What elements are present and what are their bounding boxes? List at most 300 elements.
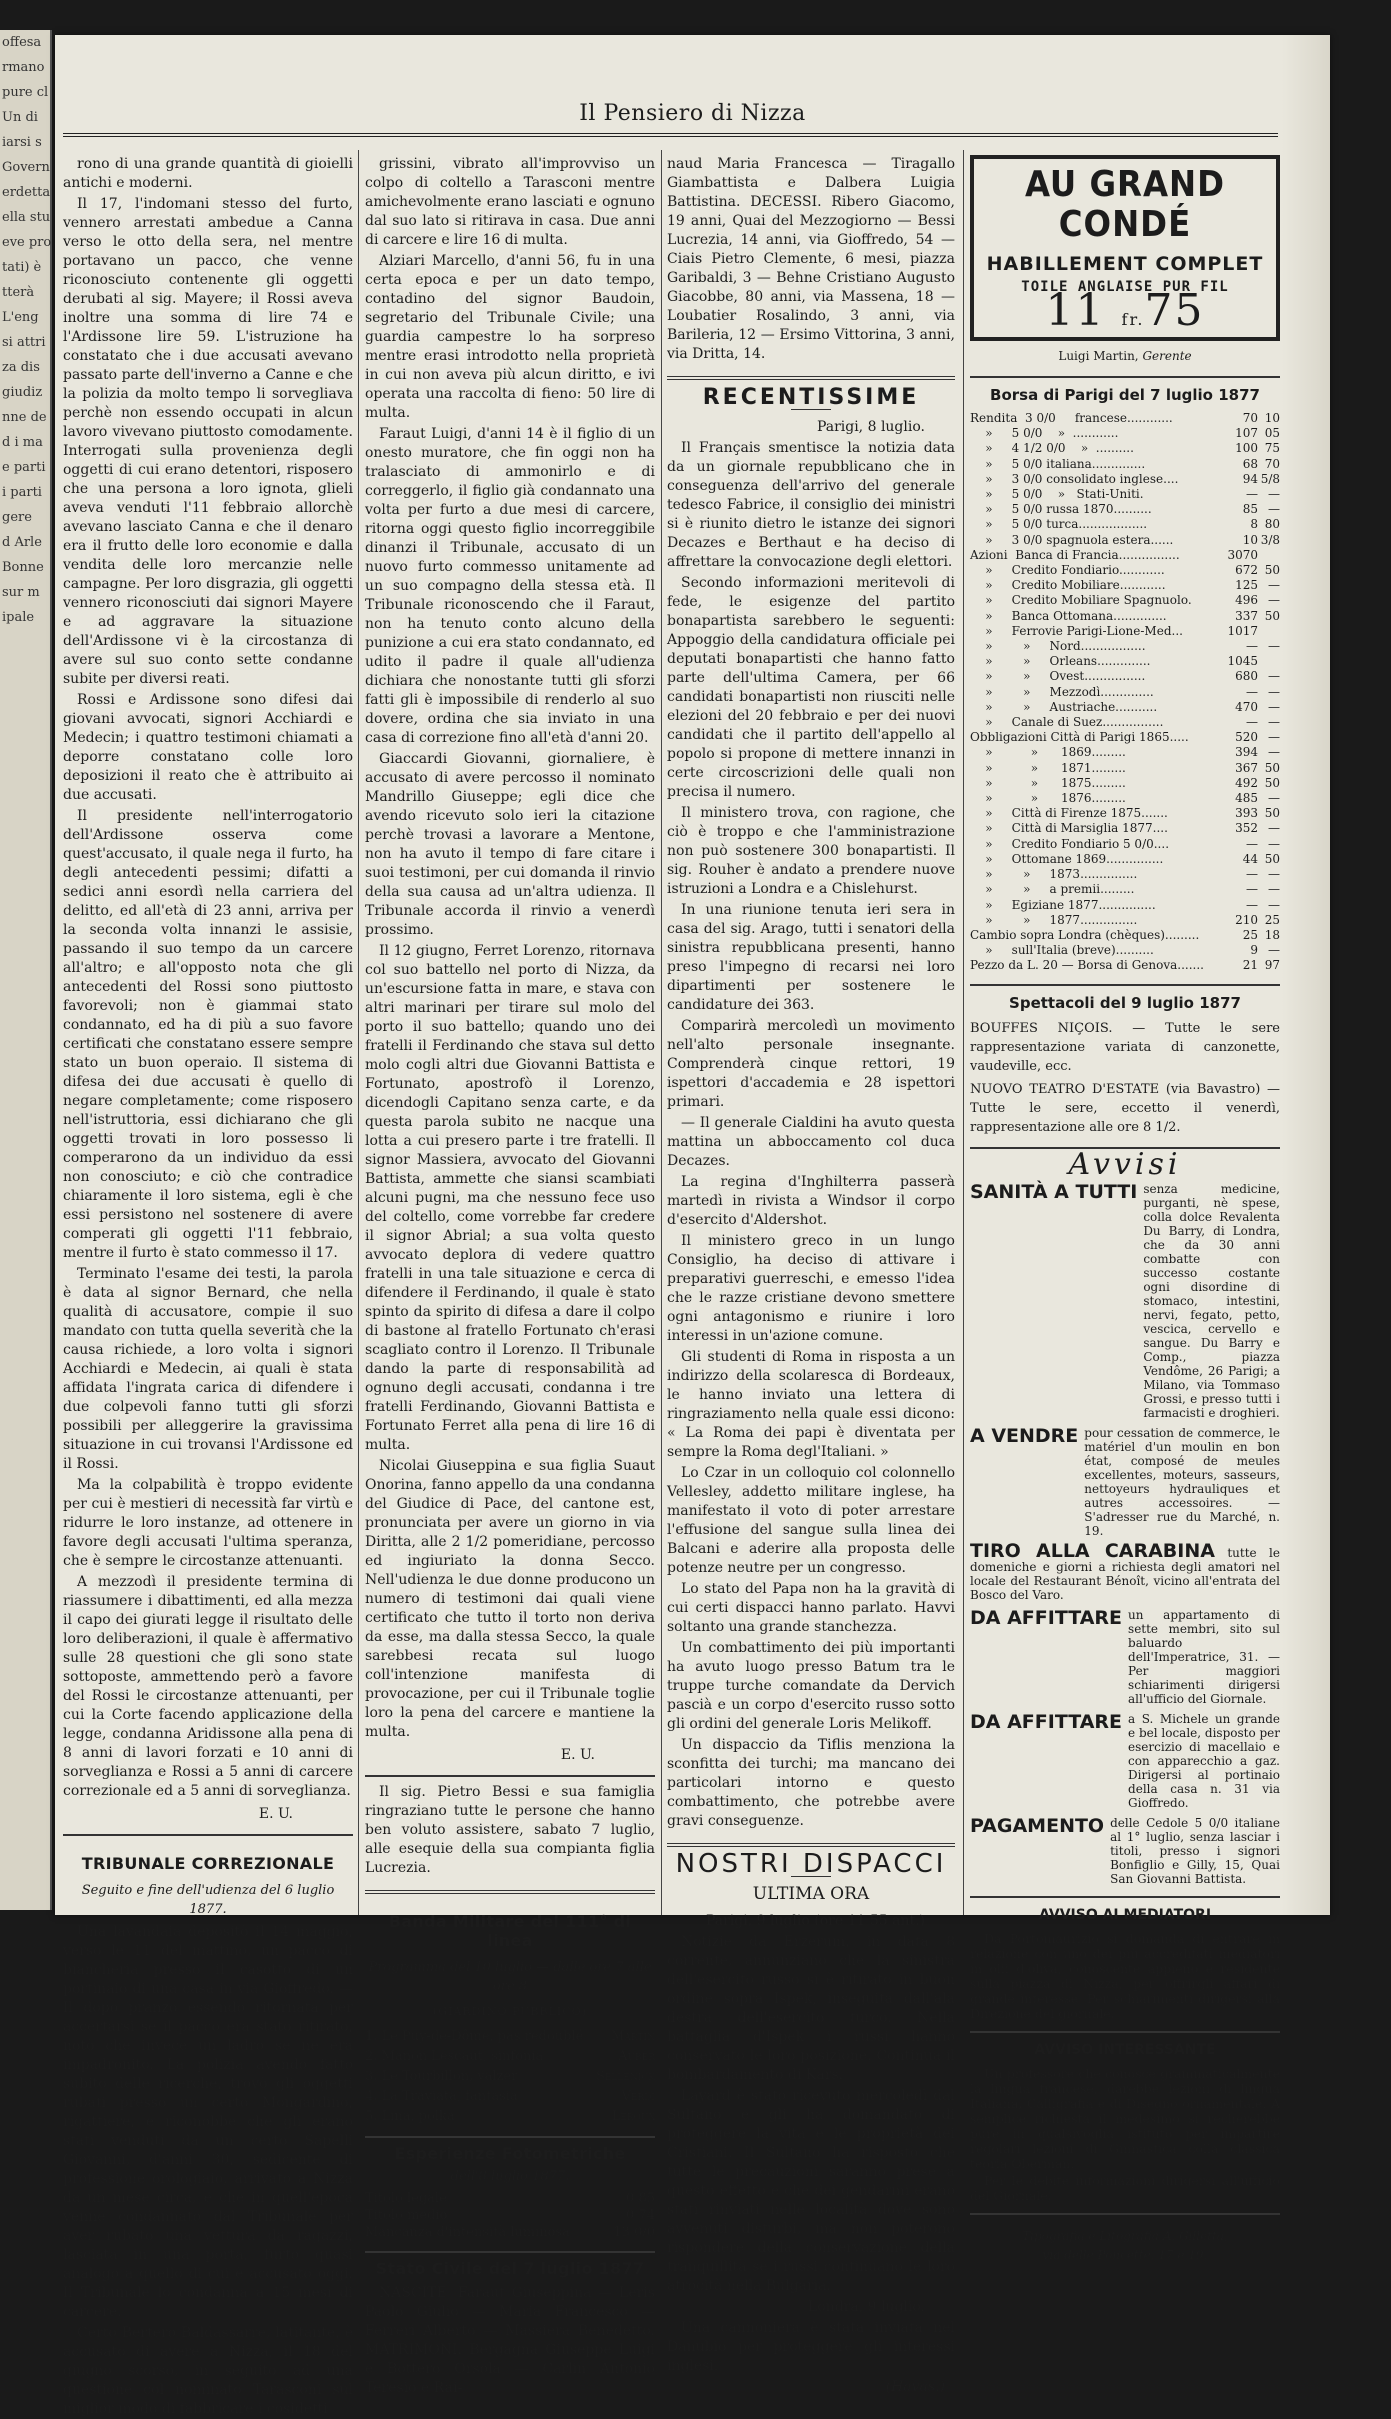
interessante-heading: AVVISO INTERESSANTE: [1034, 2041, 1216, 2058]
borsa-row: [970, 958, 1280, 973]
price-whole: 11: [1045, 285, 1106, 336]
prev-page-fragment: gere: [2, 510, 32, 525]
borsa-value-fraction: 97: [1264, 958, 1280, 973]
borsa-row: [970, 898, 1280, 913]
prev-page-fragment: d i ma: [2, 435, 43, 450]
banda-program: [365, 2027, 655, 2126]
borsa-label: » 3 0/0 consolidato inglese....: [970, 471, 1179, 486]
borsa-value-fraction: —: [1268, 943, 1280, 958]
dispacci-article: [667, 1933, 955, 2296]
program-item: [365, 2107, 655, 2126]
borsa-label: » 5 0/0 russa 1870..........: [970, 502, 1152, 517]
borsa-value-main: 100: [1235, 441, 1258, 456]
borsa-value-main: 70: [1242, 411, 1258, 425]
borsa-value-main: —: [1246, 867, 1258, 882]
prev-page-fragment: Govern: [2, 160, 50, 175]
paragraph: Certo Bertero Baldassarre, latitante, è accusato di avere a Nizza, il 18 del giugno scorso, in seguito ad una questione col nominato Tarasconi sul miglior modo di fabbricare i cosidetti: [63, 2325, 353, 2417]
printer-line-1: Tipografia e Litografia A. Gilletta,: [1022, 2228, 1228, 2243]
ad-lead: A VENDRE: [970, 1424, 1079, 1447]
spettacoli-list: [970, 1019, 1280, 1137]
prev-page-fragment: tterà: [2, 285, 35, 300]
program-piece: 3. Le Tourbillon, valzer: [365, 2069, 518, 2084]
paragraph: In una riunione tenuta ieri sera in casa del sig. Arago, tutti i senatori della sinistra repubblicana presenti, hanno preso l'impegno di recarsi nei loro dipartimenti per sostenere le candidature dei 363.: [667, 902, 955, 1013]
borsa-label: » Egiziane 1877...............: [970, 897, 1156, 912]
column-divider: [358, 150, 359, 1915]
foto-label: Titolo medio: [365, 2208, 448, 2223]
paragraph: Il ministero greco in un lungo Consiglio, ha deciso di attivare i preparativi guerreschi, e emesso l'idea che le razze cristiane devono smettere ogni antagonismo e riunire i loro interessi in un'azione comune.: [667, 1233, 955, 1344]
ad-body: pour cessation de commerce, le matériel d'un moulin en bon état, composé de meules excellentes, moteurs, sasseurs, nettoyeurs hydrauliques et autres accessoires. — S'adresser rue du Marché, n. 19.: [1084, 1425, 1280, 1538]
program-author: Auber: [618, 2049, 655, 2064]
borsa-value-fraction: —: [1268, 639, 1280, 654]
paragraph: La regina d'Inghilterra passerà martedì in rivista a Windsor il corpo d'esercito d'Aldershot.: [667, 1174, 955, 1228]
section-rule: [970, 984, 1280, 986]
paragraph: Il ministero trova, con ragione, che ciò è troppo e che l'amministrazione non può sostenere 300 bonapartisti. Il sig. Rouher è andato a prendere nuove istruzioni a Londra e a Chislehurst.: [667, 805, 955, 897]
prev-page-fragment: offesa: [2, 35, 42, 50]
borsa-value-main: 107: [1235, 426, 1258, 441]
ultima-ora-heading: ULTIMA ORA: [752, 1884, 870, 1904]
borsa-value-main: 337: [1235, 608, 1258, 623]
borsa-value-fraction: [1258, 548, 1280, 563]
program-item: [365, 2027, 655, 2046]
price-currency: fr.: [1121, 310, 1145, 329]
borsa-label: Rendita 3 0/0 francese............: [970, 411, 1173, 425]
page-shadow: [1282, 35, 1330, 1915]
borsa-value-fraction: —: [1268, 487, 1280, 502]
paragraph: Layard è stato ricevuto mercoledì dal Sultano e gli ha domandato di proteggere la vita e le proprietà dei Cristiani. Il Sultano ha risposto che tutte le precauzioni saranno prese a questo effetto e che dei gendarmi erano stati rinviati nelle località dove sono avvenuti disturbi, ma non poterono rispondere della conservazione della tranquillità se i russi continuano le loro atrocità nella Bulgaria.: [667, 2088, 955, 2294]
borsa-label: Obbligazioni Città di Parigi 1865.....: [970, 730, 1189, 745]
ad-lead: PAGAMENTO: [970, 1814, 1105, 1837]
borsa-row: [970, 669, 1280, 684]
borsa-value-main: —: [1246, 684, 1258, 699]
prev-page-fragment: za dis: [2, 360, 40, 375]
ad-body: delle Cedole 5 0/0 italiane al 1° luglio, senza lasciar i titoli, presso i signori Bonfiglio e Gilly, 15, Quai San Giovanni Battista.: [1110, 1815, 1280, 1886]
borsa-value-main: 672: [1235, 563, 1258, 578]
borsa-value-fraction: 50: [1264, 760, 1280, 775]
borsa-label: » 5 0/0 » ............: [970, 426, 1119, 441]
foto-row: [365, 2207, 655, 2224]
paragraph: Una lavandaia depositò il 14 maggio, verso le 11 del mattino, un pacco di biancheria presso il casotto di un portinaio di una casa in via Gioffredo. — Il dopo pranzo essendo ritornata per accertarsi se il pacco era stato ritirato, notò che invece un ladro se ne era impadronito. La polizia avendo fatto subito delle ricerche, trovò gli oggetti rubati presso un certo Mongardino, rigattiere, e riconobbe che gli erano stati venduti da un certo Sapelli Giovanni, d'anni 30, sedicente di professione orologiaio, arrivato a Nizza da un mese circa, e che in quell'epoca venne condannato dal Tribunale per aver rubato una vettura da ragazzi, lasciata in una porta, furto quasi analogo a quello di cui è accusato oggi. Il Tribunale lo condanna a 15 mesi di carcere.: [63, 1924, 353, 2320]
borsa-value-fraction: —: [1268, 715, 1280, 730]
foto-heading: Esperienze Fotometriche: [394, 2144, 626, 2163]
paragraph: Notizie da Erzerum, in data 8 corrente, annunziano che la sinistra dell'esercito russo si è ritirato in buon ordine sopra Ispek, inseguita dall'ala destra dell'esercito turco. Nella battaglia d'Ispek i russi hanno conservato le loro posizione. Continua il bombardamento di Kars.: [667, 1934, 955, 2083]
section-rule: [970, 376, 1280, 378]
program-piece: 1. Le Puy-de-Dôme, pas redoublé: [365, 2029, 584, 2044]
section-rule: [970, 2213, 1280, 2215]
gerente-line: [970, 347, 1280, 366]
borsa-label: » Credito Fondiario 5 0/0....: [970, 836, 1170, 851]
program-author: Martin: [611, 2029, 655, 2044]
ad-body: tutte le domeniche e giorni a richiesta degli amatori nel locale del Restaurant Bénoît, vicino all'entrata del Bosco del Varo.: [970, 1545, 1280, 1602]
recent-dateline: Parigi, 8 luglio.: [816, 419, 925, 435]
borsa-value-fraction: 25: [1264, 912, 1280, 927]
foto-label: Titolo legale: [365, 2191, 447, 2206]
section-rule: [365, 2136, 655, 2138]
paragraph: grissini, vibrato all'improvviso un colpo di coltello a Tarasconi mentre amichevolmente erano lasciati e ognuno dal suo lato si ritirava in casa. Due anni di carcere e lire 16 di multa.: [365, 156, 655, 248]
borsa-row: [970, 533, 1280, 548]
borsa-value-fraction: —: [1268, 867, 1280, 882]
borsa-label: Pezzo da L. 20 — Borsa di Genova.......: [970, 958, 1204, 973]
grand-conde-ad: [970, 155, 1280, 341]
ad-affittare-1: [970, 1608, 1280, 1706]
prev-page-fragment: erdetta: [2, 185, 51, 200]
prev-page-fragment: d Arle: [2, 535, 42, 550]
tribunale-subtitle: Seguito e fine dell'udienza del 6 luglio 1877.: [81, 1883, 335, 1917]
paragraph: Ma la colpabilità è troppo evidente per cui è mestieri di necessità far virtù e ridurre le loro instanze, ad ottenere in favore degli accusati l'ultima speranza, che è sempre le circostanze attenuanti.: [63, 1477, 353, 1569]
borsa-label: » 4 1/2 0/0 » ..........: [970, 441, 1134, 456]
borsa-value-fraction: —: [1268, 578, 1280, 593]
borsa-row: [970, 426, 1280, 441]
borsa-value-main: —: [1246, 882, 1258, 897]
borsa-row: [970, 852, 1280, 867]
paragraph: Faraut Luigi, d'anni 14 è il figlio di un onesto muratore, che fin oggi non ha tralasciato di ammonirlo e di correggerlo, il figlio già condannato una volta per furto a due mesi di carcere, ritorna oggi questo figlio incorreggibile dinanzi il Tribunale, accusato di un nuovo furto commesso unitamente ad un suo compagno della stessa età. Il Tribunale riconoscendo che il Faraut, non ha tenuto conto alcuno della punizione a cui era stato condannato, ed udito il padre il quale all'udienza dichiara che nonostante tutti gli sforzi fatti gli è impossibile di renderlo al suo dovere, ordina che sia inviato in una casa di correzione fino all'età d'anni 20.: [365, 426, 655, 746]
borsa-value-main: 44: [1242, 851, 1258, 866]
borsa-table: [970, 411, 1280, 974]
mediatori-body: Da Portomaurizio si domanda di entrare in relazione con uno dei più accreditati mediatori in olii d'oliva, conoscente appieno e residente sulla piazza di Nizza, per offrirgli affari di grande interesse. Per schiarimenti dirigersi alla Direzione del giornale.: [970, 1930, 1280, 2021]
borsa-row: [970, 639, 1280, 654]
borsa-value-fraction: —: [1268, 730, 1280, 745]
prev-page-fragment: rmano: [2, 60, 45, 75]
borsa-value-main: 394: [1235, 745, 1258, 760]
borsa-value-main: 492: [1235, 775, 1258, 790]
section-rule: [667, 1843, 955, 1847]
previous-page-edge: [0, 30, 52, 1910]
borsa-row: [970, 457, 1280, 472]
foto-table: [365, 2190, 655, 2241]
borsa-value-fraction: —: [1268, 821, 1280, 836]
borsa-label: » Ferrovie Parigi-Lione-Med...: [970, 623, 1183, 638]
ad-tiro: [970, 1539, 1280, 1602]
foto-row: [365, 2190, 655, 2207]
borsa-label: » » 1869.........: [970, 745, 1126, 760]
borsa-value-fraction: 50: [1264, 608, 1280, 623]
column-divider: [963, 150, 964, 1915]
prev-page-fragment: iarsi s: [2, 135, 42, 150]
prev-page-fragment: giudiz: [2, 385, 43, 400]
borsa-label: » Credito Mobiliare............: [970, 578, 1166, 593]
borsa-label: » » 1876.........: [970, 791, 1126, 806]
stato-civile-continued: naud Maria Francesca — Tiragallo Giambattista e Dalbera Luigia Battistina. DECESSI. Ribero Giacomo, 19 anni, Quai del Mezzogiorno — Bessi Lucrezia, 14 anni, via Gioffredo, 54 — Ciais Pietro Clemente, 6 mesi, piazza Garibaldi, 3 — Behne Cristiano Augusto Giacobbe, 80 anni, via Massena, 18 — Loubatier Rosalindo, 3 anni, via Barileria, 12 — Ersimo Vittorina, 3 anni, via Dritta, 14.: [667, 156, 955, 362]
borsa-row: [970, 943, 1280, 958]
paragraph: Il presidente nell'interrogatorio dell'Ardissone osserva come quest'accusato, il quale nega il furto, ha degli antecedenti pessimi; difatti a sedici anni esordì nella carriera del delitto, ed all'età di 23 anni, arriva per la seconda volta innanzi le assisie, passando il suo tempo da un carcere all'altro; e all'opposto nota che gli antecedenti del Rossi sono piuttosto favorevoli; non è giammai stato condannato, ed ha di più a suo favore certificati che constatano essere sempre stato un buon operaio. Il sistema di difesa dei due accusati è quello di negare completamente; come risposero nell'istruttoria, essi dichiarano che gli oggetti trovati in loro possesso li comperarono da un individuo da essi non conosciuto; e ciò che contradice chiaramente il loro sistema, egli è che essi persistono nel sostenere di avere comperati gli oggetti l'11 febbraio, mentre il furto è stato commesso il 17.: [63, 808, 353, 1261]
borsa-value-fraction: —: [1268, 836, 1280, 851]
column-1: [63, 155, 353, 2417]
borsa-value-fraction: 05: [1264, 426, 1280, 441]
borsa-value-fraction: 3/8: [1260, 532, 1280, 547]
borsa-label: » Credito Mobiliare Spagnuolo.: [970, 593, 1192, 608]
borsa-label: » » Nord.................: [970, 639, 1146, 654]
banda-heading: Banda Militare del 111° di linea: [388, 1912, 632, 1950]
borsa-value-fraction: 70: [1264, 456, 1280, 471]
borsa-label: » » a premii.........: [970, 882, 1135, 897]
borsa-row: [970, 837, 1280, 852]
borsa-label: » » 1877...............: [970, 912, 1138, 927]
column-4: [970, 155, 1281, 2262]
program-item: [365, 2087, 655, 2106]
borsa-value-fraction: 10: [1264, 411, 1280, 425]
tribunale-heading: TRIBUNALE CORREZIONALE: [81, 1854, 335, 1873]
borsa-value-main: —: [1246, 715, 1258, 730]
spettacoli-heading: Spettacoli del 9 luglio 1877: [1009, 993, 1241, 1012]
borsa-value-fraction: 50: [1264, 806, 1280, 821]
borsa-row: [970, 715, 1280, 730]
borsa-row: [970, 928, 1280, 943]
borsa-row: [970, 730, 1280, 745]
prev-page-fragment: ella stu: [2, 210, 51, 225]
borsa-row: [970, 563, 1280, 578]
interessante-body: Un professore che conosce grammaticalmente la lingua francese, darebbe lezioni di lingua Italiana, Calligrafia e di Disegno ornamentale. A semplice richiesta il medesimo si recherebbe pure in qualsivoglia istituto per impartire regolari lezioni di Ginnastica colla classica teoria Oberman.: [970, 2065, 1280, 2171]
borsa-label: » 5 0/0 italiana..............: [970, 456, 1146, 471]
prev-page-fragment: i parti: [2, 485, 42, 500]
ad-body: un appartamento di sette membri, sito sul baluardo dell'Imperatrice, 31. — Per maggiori schiarimenti dirigersi all'ufficio del Giornale.: [1128, 1607, 1280, 1706]
prev-page-fragment: nne de: [2, 410, 47, 425]
paragraph: A mezzodì il presidente termina di riassumere i dibattimenti, ed alla mezza il capo dei giurati legge il risultato delle loro deliberazioni, il quale è affermativo sulle 28 questioni che gli sono state sottoposte, ammettendo però a favore del Rossi le circostanze attenuanti, per cui la Corte facendo applicazione della legge, condanna Aridissone alla pena di 8 anni di lavori forzati e 10 anni di sorveglianza e Rossi a 5 anni di carcere correzionale ed a 5 anni di sorveglianza.: [63, 1574, 353, 1799]
borsa-value-main: —: [1246, 897, 1258, 912]
grand-conde-line1: HABILLEMENT COMPLET: [986, 253, 1264, 275]
program-item: [365, 2047, 655, 2066]
borsa-value-main: 3070: [1227, 547, 1258, 562]
paragraph: — Il generale Cialdini ha avuto questa mattina un abboccamento col duca Decazes.: [667, 1115, 955, 1169]
ad-body: senza medicine, purganti, nè spese, colla dolce Revalenta Du Barry, di Londra, che da 30 anni combatte con successo costante ogni disordine di stomaco, intestini, nervi, fegato, petto, vescica, cervello e sangue. Du Barry e Comp., piazza Vendôme, 26 Parigi; a Milano, via Tommaso Grossi, e presso tutti i farmacisti e droghieri.: [1143, 1181, 1280, 1420]
prev-page-fragment: sur m: [2, 585, 40, 600]
paragraph: Il 17, l'indomani stesso del furto, vennero arrestati ambedue a Canna verso le otto della sera, nel mentre portavano un pacco, che venne riconosciuto contenente gli oggetti derubati al sig. Mayere; il Rossi aveva inoltre una somma di lire 74 e l'Ardissone lire 59. L'istruzione ha constatato che i due accusati avevano passato parte dell'inverno a Canne e che la polizia da molto tempo li sorvegliava perchè non essendo occupati in alcun lavoro vivevano piuttosto comodamente. Interrogati sulla provenienza degli oggetti di cui erano detentori, risposero che una persona a loro ignota, glieli aveva venduti l'11 febbraio allorchè avevano lasciato Canna e che il denaro era il frutto delle loro economie e dalla vendita delle loro mercanzie nelle campagne. Per loro disgrazia, gli oggetti vennero riconosciuti dai signori Mayere e ad aggravare la situazione dell'Ardissone vi è la circostanza di avere sul suo conto sette condanne subite per diversi reati.: [63, 196, 353, 687]
banda-subtitle: Programma del 10 luglio — dalle ore 7 alle ore 8: [368, 1960, 652, 1994]
prev-page-fragment: e parti: [2, 460, 46, 475]
prev-page-fragment: si attri: [2, 335, 46, 350]
borsa-label: » Città di Marsiglia 1877....: [970, 821, 1168, 836]
prev-page-fragment: tati) è: [2, 260, 42, 275]
page-header: [55, 35, 1330, 135]
borsa-label: » Canale di Suez................: [970, 715, 1164, 730]
borsa-label: Cambio sopra Londra (chèques).........: [970, 927, 1200, 942]
gerente-name: Luigi Martin,: [1058, 349, 1139, 363]
paragraph: Un combattimento dei più importanti ha avuto luogo presso Batum tra le truppe turche comandate da Dervich pascià e un corpo d'esercito russo sotto gli ordini del generale Loris Melikoff.: [667, 1640, 955, 1732]
ad-sanita: [970, 1182, 1280, 1420]
borsa-label: » 5 0/0 turca..................: [970, 517, 1148, 532]
borsa-row: [970, 593, 1280, 608]
ad-lead: DA AFFITTARE: [970, 1606, 1123, 1629]
section-rule: [365, 1775, 655, 1777]
borsa-value-fraction: [1258, 624, 1280, 639]
borsa-row: [970, 548, 1280, 563]
prev-page-fragment: eve pro: [2, 235, 52, 250]
paragraph: Giaccardi Giovanni, giornaliere, è accusato di avere percosso il nominato Mandrillo Giuseppe; egli dice che avendo ricevuto solo ieri la citazione perchè trovasi a lavorare a Mentone, non ha avuto il tempo di fare citare i suoi testimoni, per cui domanda il rinvio della sua causa ad un'altra udienza. Il Tribunale accorda il rinvio a venerdì prossimo.: [365, 751, 655, 938]
borsa-value-main: 8: [1250, 517, 1258, 532]
borsa-value-fraction: —: [1268, 669, 1280, 684]
borsa-label: » » Mezzodì..............: [970, 684, 1154, 699]
foto-label: Mancanza d'intensità luminosa: [365, 2225, 570, 2240]
borsa-value-main: 367: [1235, 760, 1258, 775]
assise-article: [63, 155, 353, 1801]
borsa-label: » 5 0/0 » Stati-Uniti.: [970, 487, 1144, 502]
grand-conde-line2: TOILE ANGLAISE PUR FIL: [1021, 279, 1229, 295]
borsa-value-fraction: —: [1268, 897, 1280, 912]
program-piece: 5. Lina, polka: [365, 2109, 455, 2124]
section-rule: [365, 1890, 655, 1894]
borsa-row: [970, 882, 1280, 897]
borsa-label: » sull'Italia (breve)..........: [970, 943, 1154, 958]
borsa-value-main: 1017: [1227, 623, 1258, 638]
newspaper-page: [55, 35, 1330, 2417]
spettacolo-bouffes: BOUFFES NIÇOIS. — Tutte le sere rappresentazione variata di canzonette, vaudeville, ecc.: [970, 1020, 1280, 1074]
borsa-label: » » 1875.........: [970, 775, 1126, 790]
masthead-title: Il Pensiero di Nizza: [579, 101, 806, 126]
article-signature: E. U.: [560, 1747, 595, 1763]
column-divider: [661, 150, 662, 1915]
borsa-row: [970, 761, 1280, 776]
ad-affittare-2: [970, 1712, 1280, 1810]
ad-pagamento: [970, 1816, 1280, 1886]
borsa-label: Azioni Banca di Francia................: [970, 547, 1180, 562]
paragraph: Alziari Marcello, d'anni 56, fu in una certa epoca e per un dato tempo, contadino del signor Baudoin, segretario del Tribunale Civile; una guardia campestre lo ha sorpreso mentre erasi introdotto nella proprietà in cui non aveva più alcun diritto, e ivi operata una raccolta di fieno: 50 lire di multa.: [365, 253, 655, 421]
printer-footer: [970, 2227, 1280, 2265]
spettacolo-nuovo-teatro: NUOVO TEATRO D'ESTATE (via Bavastro) — Tutte le sere, eccetto il venerdì, rappresentazione alle ore 8 1/2.: [970, 1081, 1280, 1135]
borsa-row: [970, 685, 1280, 700]
borsa-value-fraction: —: [1268, 502, 1280, 517]
recentissime-heading: RECENTISSIME: [702, 385, 920, 410]
paragraph: Gli studenti di Roma in risposta a un indirizzo della scolaresca di Bordeaux, le hanno inviato una lettera di ringraziamento nella quale essi dicono: « La Roma dei papi è diventata per sempre la Roma degl'Italiani. »: [667, 1349, 955, 1460]
borsa-row: [970, 487, 1280, 502]
program-author: Sellenick: [595, 2069, 655, 2084]
borsa-value-main: 680: [1235, 669, 1258, 684]
borsa-value-fraction: 50: [1264, 775, 1280, 790]
borsa-value-main: 125: [1235, 578, 1258, 593]
borsa-row: [970, 609, 1280, 624]
paragraph: Il 12 giugno, Ferret Lorenzo, ritornava col suo battello nel porto di Nizza, da un'escursione fatta in mare, e stava con altri marinari per tirare sul molo del porto il suo battello; quando uno dei fratelli il Ferdinando che stava sul detto molo cogli altri due Giovanni Battista e Fortunato, apostrofò il Lorenzo, dicendogli Capitano senza carte, e da questa parola subito ne nacque una lotta a cui presero parte i tre fratelli. Il signor Massiera, avvocato del Giovanni Battista, ammette che siansi scambiati alcuni pugni, ma che nessuno fece uso del coltello, come vorrebbe far credere il signor Abrial; a sua volta questo avvocato deplora di vedere quattro fratelli in una tale situazione e cerca di difendere il Ferdinando, il quale è stato spinto da spirito di difesa a dare il colpo di bastone al fratello Fortunato ch'erasi scagliato contro il Lorenzo. Il Tribunale dando la parte di responsabilità ad ognuno degli accusati, condanna i tre fratelli Ferdinando, Giovanni Battista e Fortunato Ferret alla pena di lire 16 di multa.: [365, 943, 655, 1453]
paragraph: Lo Czar in un colloquio col colonnello Vellesley, addetto militare inglese, ha manifestato il voto di poter arrestare l'effusione del sangue sulla linea dei Balcani e aderire alla proposta delle potenze neutre per un congresso.: [667, 1465, 955, 1576]
borsa-label: » Credito Fondiario............: [970, 563, 1165, 578]
borsa-value-fraction: —: [1268, 684, 1280, 699]
borsa-row: [970, 517, 1280, 532]
tribunale-continued: [365, 155, 655, 1742]
section-rule: [365, 2251, 655, 2253]
ad-vendre: [970, 1426, 1280, 1538]
thanks-notice: Il sig. Pietro Bessi e sua famiglia ringraziano tutte le persone che hanno ben voluto assistere, sabato 7 luglio, alle esequie della sua compianta figlia Lucrezia.: [365, 1784, 655, 1876]
borsa-value-main: 94: [1242, 471, 1258, 486]
ad-lead: SANITÀ A TUTTI: [970, 1180, 1138, 1203]
borsa-row: [970, 472, 1280, 487]
borsa-value-fraction: —: [1268, 593, 1280, 608]
section-rule: [970, 2031, 1280, 2033]
foto-value: 13 0/0: [613, 2225, 655, 2240]
borsa-value-main: 470: [1235, 699, 1258, 714]
londra-paragraph: Una cannoniera è stata inviata nel Danubio per proteggere gli interessi inglesi.: [667, 2320, 955, 2374]
paragraph: Terminato l'esame dei testi, la parola è data al signor Bernard, che nella qualità di accusatore, compie il suo mandato con tutta quella severità che la causa richiede, a loro volta i signori Acchiardi e Medecin, ai quali è stata affidata l'ingrata carica di difendere i due colpevoli fanno tutti gli sforzi possibili per alleggerire la gravissima situazione in cui trovansi l'Ardissone ed il Rossi.: [63, 1266, 353, 1472]
londra-dateline: Londra, 9 luglio.: [807, 2299, 925, 2315]
paragraph: Comparirà mercoledì un movimento nell'alto personale insegnante. Comprenderà cinque rettori, 19 ispettori d'accademia e 28 ispettori primari.: [667, 1018, 955, 1110]
ad-lead: TIRO ALLA CARABINA: [970, 1539, 1215, 1562]
borsa-value-main: 25: [1242, 927, 1258, 942]
ad-lead: DA AFFITTARE: [970, 1710, 1123, 1733]
header-rule: [63, 133, 1278, 137]
ad-body: a S. Michele un grande e bel locale, disposto per esercizio di macellaio e con apparecchio a gaz. Dirigersi al portinaio della casa n. 31 via Gioffredo.: [1128, 1711, 1281, 1810]
borsa-row: [970, 776, 1280, 791]
borsa-value-fraction: —: [1268, 791, 1280, 806]
borsa-row: [970, 441, 1280, 456]
interessante-body-2: Per le debite informazioni dirigersi all'ufficio del Giornale.: [970, 2172, 1280, 2203]
borsa-label: » Città di Firenze 1875.......: [970, 806, 1168, 821]
borsa-value-fraction: —: [1268, 745, 1280, 760]
borsa-label: » » Orleans..............: [970, 654, 1151, 669]
price-cents: 75: [1144, 285, 1205, 336]
borsa-value-main: 10: [1242, 532, 1258, 547]
borsa-label: » Ottomane 1869...............: [970, 851, 1164, 866]
borsa-row: [970, 624, 1280, 639]
tribunale-article: [63, 1923, 353, 2419]
borsa-row: [970, 821, 1280, 836]
printer-line-2: via delle Poncette, 17 e 19.: [1042, 2247, 1208, 2262]
borsa-row: [970, 502, 1280, 517]
borsa-value-fraction: —: [1268, 882, 1280, 897]
column-3: [667, 155, 955, 2395]
program-piece: 4. La Traviata, fantasia: [365, 2089, 518, 2104]
borsa-value-main: —: [1246, 639, 1258, 654]
dispacci-heading: NOSTRI DISPACCI: [675, 1849, 947, 1879]
borsa-value-main: 520: [1235, 730, 1258, 745]
borsa-value-main: 393: [1235, 806, 1258, 821]
recentissime-article: [667, 439, 955, 1831]
borsa-value-fraction: —: [1268, 699, 1280, 714]
borsa-row: [970, 806, 1280, 821]
prev-page-fragment: L'eng: [2, 310, 39, 325]
gerente-role: Gerente: [1142, 349, 1192, 363]
grand-conde-name: AU GRAND CONDÉ: [1024, 164, 1226, 245]
stato-civile-heading: Stato Civile del 7 luglio 1877: [375, 2259, 645, 2278]
foto-row: [365, 2224, 655, 2241]
paragraph: Secondo informazioni meritevoli di fede, le esigenze del partito bonapartista sarebbero le seguenti: Appoggio della candidatura officiale pei deputati bonapartisti che hanno fatto parte dell'ultima Camera, per 66 candidati bonapartisti non riusciti nelle elezioni del 20 febbraio e per dei nuovi candidati che il partito dell'appello al popolo si propone di mettere innanzi in certe circoscrizioni delle quali non precisa il numero.: [667, 575, 955, 800]
borsa-value-main: 1045: [1227, 654, 1258, 669]
foto-subtitle: dell'8 luglio 1877.: [450, 2169, 570, 2184]
borsa-value-fraction: 80: [1264, 517, 1280, 532]
borsa-label: » » 1873...............: [970, 867, 1138, 882]
borsa-value-fraction: 18: [1264, 927, 1280, 942]
borsa-row: [970, 654, 1280, 669]
avvisi-heading: Avvisi: [1068, 1146, 1182, 1182]
section-rule: [63, 1834, 353, 1836]
havas-credit: (Havas.): [885, 2379, 945, 2395]
prev-page-fragment: Un di: [2, 110, 38, 125]
borsa-value-fraction: 50: [1264, 851, 1280, 866]
dispacci-dateline: Parigi, 9 luglio (ore 11 55 ant.): [705, 1913, 925, 1929]
borsa-value-main: —: [1246, 487, 1258, 502]
borsa-label: » Banca Ottomana..............: [970, 608, 1167, 623]
borsa-row: [970, 791, 1280, 806]
borsa-row: [970, 867, 1280, 882]
paragraph: Il Français smentisce la notizia data da un giornale repubblicano che in conseguenza dell'arrivo del generale tedesco Fabrice, il consiglio dei ministri si è riunito dietro le istanze dei signori Decazes e Berthaut e ha deciso di affrettare la convocazione degli elettori.: [667, 440, 955, 570]
prev-page-fragment: ipale: [2, 610, 35, 625]
borsa-heading: Borsa di Parigi del 7 luglio 1877: [990, 386, 1260, 404]
borsa-value-fraction: 50: [1264, 563, 1280, 578]
borsa-value-main: —: [1246, 836, 1258, 851]
borsa-value-main: 68: [1242, 456, 1258, 471]
foto-value: 0 85: [626, 2191, 655, 2206]
borsa-value-fraction: 75: [1264, 441, 1280, 456]
column-2: [365, 155, 655, 2396]
stato-civile-text: NASCITE. Faraut Giuseppina — Leris Paolo Giulio — Maria Francesco — Ferreri Alberto — Massiera Benedetto. MATRIMONI. Bergagna Giuseppe Luigi e Bottero Orsola — Carlin Antonio Teresio e Rai-: [365, 2285, 655, 2396]
section-rule: [970, 1896, 1280, 1898]
borsa-label: » » Ovest................: [970, 669, 1146, 684]
article-signature: E. U.: [258, 1806, 293, 1822]
borsa-value-main: 496: [1235, 593, 1258, 608]
borsa-row: [970, 578, 1280, 593]
paragraph: Nicolai Giuseppina e sua figlia Suaut Onorina, fanno appello da una condanna del Giudice di Pace, del cantone est, pronunciata per avere un giorno in via Diritta, alle 2 1/2 pomeridiane, percosso ed ingiuriato la donna Secco. Nell'udienza le due donne producono un numero di testimoni dai quali viene certificato che tutto il torto non deriva da esse, ma dalla stessa Secco, la quale sarebbesi recata sul luogo coll'intenzione manifesta di provocazione, per cui il Tribunale toglie loro la pena del carcere e mantiene la multa.: [365, 1458, 655, 1740]
mediatori-heading: AVVISO AI MEDIATORI: [1038, 1906, 1212, 1923]
foto-value: 0 74: [626, 2208, 655, 2223]
borsa-label: » 3 0/0 spagnuola estera......: [970, 532, 1174, 547]
borsa-value-main: 485: [1235, 791, 1258, 806]
paragraph: rono di una grande quantità di gioielli antichi e moderni.: [63, 156, 353, 191]
borsa-value-main: 352: [1235, 821, 1258, 836]
prev-page-fragment: pure cl: [2, 85, 49, 100]
